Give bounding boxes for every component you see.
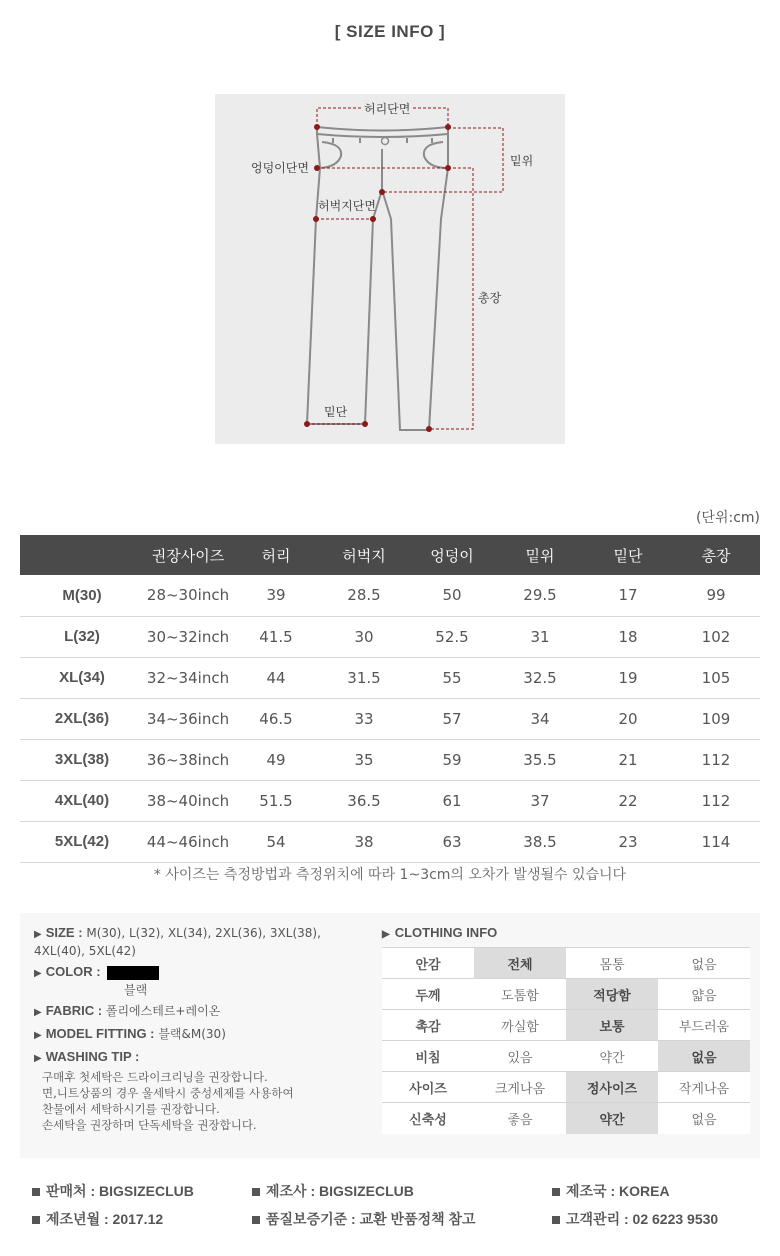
size-row [20,616,760,657]
size-name-cell: 3XL(38) [20,739,144,780]
washing-tips [34,1069,374,1133]
square-bullet-icon [552,1188,560,1196]
size-value-cell: 31.5 [320,657,408,698]
size-value-cell: 37 [496,780,584,821]
header-cell [20,535,144,575]
size-value-cell: 44 [232,657,320,698]
product-specs [34,925,374,1133]
size-name-cell: L(32) [20,616,144,657]
page-title: [ SIZE INFO ] [334,22,446,41]
clothing-info-option: 있음 [474,1041,566,1072]
size-value-cell: 105 [672,657,760,698]
size-name-cell: M(30) [20,575,144,616]
size-value-cell: 99 [672,575,760,616]
square-bullet-icon [252,1216,260,1224]
size-name-cell: 2XL(36) [20,698,144,739]
triangle-bullet-icon: ▶ [34,1053,42,1064]
clothing-info-option-selected: 약간 [566,1103,658,1134]
size-tolerance-note: * 사이즈는 측정방법과 측정위치에 따라 1~3cm의 오차가 발생될수 있습니다 [153,867,627,883]
size-value-cell: 112 [672,739,760,780]
clothing-info-option-selected: 정사이즈 [566,1072,658,1103]
size-value-cell: 23 [584,821,672,862]
clothing-info-option: 좋음 [474,1103,566,1134]
clothing-info-category: 사이즈 [382,1072,474,1103]
footer-maker [252,1181,414,1201]
size-row [20,821,760,862]
size-row [20,575,760,616]
size-name-cell: 5XL(42) [20,821,144,862]
size-value-cell: 44~46inch [144,821,232,862]
size-value-cell: 63 [408,821,496,862]
size-value-cell: 29.5 [496,575,584,616]
size-value-cell: 38~40inch [144,780,232,821]
clothing-info-option: 작게나옴 [658,1072,750,1103]
size-value-cell: 55 [408,657,496,698]
size-value-cell: 34 [496,698,584,739]
spec-fabric [34,1003,374,1021]
clothing-info-option-selected: 없음 [658,1041,750,1072]
footer-text: 제조년월 : 2017.12 [46,1211,164,1227]
clothing-info-option: 얇음 [658,979,750,1010]
pants-illustration [215,94,565,444]
spec-label: COLOR : [45,964,101,979]
size-value-cell: 22 [584,780,672,821]
clothing-info-category: 비침 [382,1041,474,1072]
clothing-info-option: 도톰함 [474,979,566,1010]
spec-value: 블랙&M(30) [158,1027,226,1041]
triangle-bullet-icon: ▶ [34,1007,42,1018]
clothing-info-row [382,979,750,1010]
footer-text: 품질보증기준 : 교환 반품정책 참고 [266,1211,476,1227]
size-row [20,657,760,698]
size-value-cell: 112 [672,780,760,821]
triangle-bullet-icon: ▶ [382,929,390,940]
size-name-cell: XL(34) [20,657,144,698]
size-value-cell: 114 [672,821,760,862]
hip-label: 엉덩이단면 [251,161,309,175]
size-value-cell: 51.5 [232,780,320,821]
clothing-info-category: 신축성 [382,1103,474,1134]
size-value-cell: 35.5 [496,739,584,780]
clothing-info-category: 두께 [382,979,474,1010]
size-value-cell: 46.5 [232,698,320,739]
triangle-bullet-icon: ▶ [34,968,42,979]
clothing-info-category: 촉감 [382,1010,474,1041]
square-bullet-icon [252,1188,260,1196]
footer [0,1178,780,1238]
footer-cs [552,1209,718,1229]
clothing-info-option: 없음 [658,1103,750,1134]
washing-line: 구매후 첫세탁은 드라이크리닝을 권장합니다. [42,1070,268,1084]
size-value-cell: 19 [584,657,672,698]
clothing-info-row [382,1072,750,1103]
clothing-info-title [382,925,750,947]
footer-country [552,1181,670,1201]
spec-label: SIZE : [45,925,83,940]
spec-label: MODEL FITTING : [45,1026,155,1041]
clothing-info-option: 까실함 [474,1010,566,1041]
clothing-info-option: 몸통 [566,948,658,979]
header-cell: 엉덩이 [408,535,496,575]
size-value-cell: 38.5 [496,821,584,862]
size-value-cell: 41.5 [232,616,320,657]
footer-text: 제조사 : BIGSIZECLUB [266,1183,414,1199]
size-row [20,780,760,821]
size-name-cell: 4XL(40) [20,780,144,821]
header-cell: 허리 [232,535,320,575]
spec-color [34,964,374,998]
color-swatch [107,966,159,980]
size-value-cell: 61 [408,780,496,821]
size-value-cell: 102 [672,616,760,657]
size-value-cell: 35 [320,739,408,780]
footer-text: 고객관리 : 02 6223 9530 [566,1211,719,1227]
spec-size [34,925,374,959]
spec-washing [34,1049,374,1067]
clothing-info-option-selected: 전체 [474,948,566,979]
size-value-cell: 33 [320,698,408,739]
pants-measurement-diagram [215,94,565,444]
size-value-cell: 52.5 [408,616,496,657]
clothing-info-option: 부드러움 [658,1010,750,1041]
footer-date [32,1209,163,1229]
washing-line: 면,니트상품의 경우 울세탁시 중성세제를 사용하여 [42,1086,294,1100]
header-cell: 허벅지 [320,535,408,575]
size-value-cell: 38 [320,821,408,862]
size-value-cell: 50 [408,575,496,616]
clothing-info-option: 크게나옴 [474,1072,566,1103]
size-value-cell: 28.5 [320,575,408,616]
footer-seller [32,1181,194,1201]
size-value-cell: 32.5 [496,657,584,698]
hem-label: 밑단 [324,405,348,419]
clothing-info-row [382,948,750,979]
clothing-info-heading: CLOTHING INFO [394,925,498,940]
spec-model-fitting [34,1026,374,1044]
clothing-info-row [382,1010,750,1041]
header-cell: 밑단 [584,535,672,575]
size-value-cell: 32~34inch [144,657,232,698]
square-bullet-icon [552,1216,560,1224]
rise-label: 밑위 [510,154,534,168]
size-value-cell: 39 [232,575,320,616]
header-cell: 총장 [672,535,760,575]
washing-line: 손세탁을 권장하며 단독세탁을 권장합니다. [42,1118,257,1132]
thigh-label: 허벅지단면 [318,199,376,213]
footer-text: 제조국 : KOREA [566,1183,670,1199]
size-table [20,535,760,863]
spec-label: WASHING TIP : [45,1049,140,1064]
waist-label: 허리단면 [364,102,411,116]
color-name: 블랙 [124,983,148,997]
footer-text: 판매처 : BIGSIZECLUB [46,1183,194,1199]
size-value-cell: 30~32inch [144,616,232,657]
size-value-cell: 30 [320,616,408,657]
unit-note: (단위:cm) [695,510,760,526]
clothing-info-option-selected: 적당함 [566,979,658,1010]
size-value-cell: 31 [496,616,584,657]
size-row [20,698,760,739]
size-value-cell: 57 [408,698,496,739]
washing-line: 찬물에서 세탁하시기를 권장합니다. [42,1102,220,1116]
spec-value: M(30), L(32), XL(34), 2XL(36), 3XL(38), 4XL(40), 5XL(42) [34,926,321,958]
clothing-info-option-selected: 보통 [566,1010,658,1041]
size-value-cell: 59 [408,739,496,780]
clothing-info-row [382,1041,750,1072]
clothing-info-option: 없음 [658,948,750,979]
clothing-info-category: 안감 [382,948,474,979]
product-info-panel [20,913,760,1158]
length-label: 총장 [478,291,502,305]
clothing-info [382,925,750,1134]
size-value-cell: 17 [584,575,672,616]
size-value-cell: 36~38inch [144,739,232,780]
clothing-info-option: 약간 [566,1041,658,1072]
clothing-info-table [382,947,750,1134]
spec-value: 폴리에스테르+레이온 [105,1004,221,1018]
clothing-info-row [382,1103,750,1134]
size-value-cell: 109 [672,698,760,739]
square-bullet-icon [32,1216,40,1224]
size-row [20,739,760,780]
square-bullet-icon [32,1188,40,1196]
size-value-cell: 36.5 [320,780,408,821]
header-cell: 권장사이즈 [144,535,232,575]
size-value-cell: 21 [584,739,672,780]
triangle-bullet-icon: ▶ [34,929,42,940]
size-value-cell: 54 [232,821,320,862]
size-table-header [20,535,760,575]
size-value-cell: 20 [584,698,672,739]
footer-warranty [252,1209,476,1229]
header-cell: 밑위 [496,535,584,575]
spec-label: FABRIC : [45,1003,103,1018]
size-value-cell: 34~36inch [144,698,232,739]
size-value-cell: 49 [232,739,320,780]
size-value-cell: 28~30inch [144,575,232,616]
size-value-cell: 18 [584,616,672,657]
triangle-bullet-icon: ▶ [34,1030,42,1041]
